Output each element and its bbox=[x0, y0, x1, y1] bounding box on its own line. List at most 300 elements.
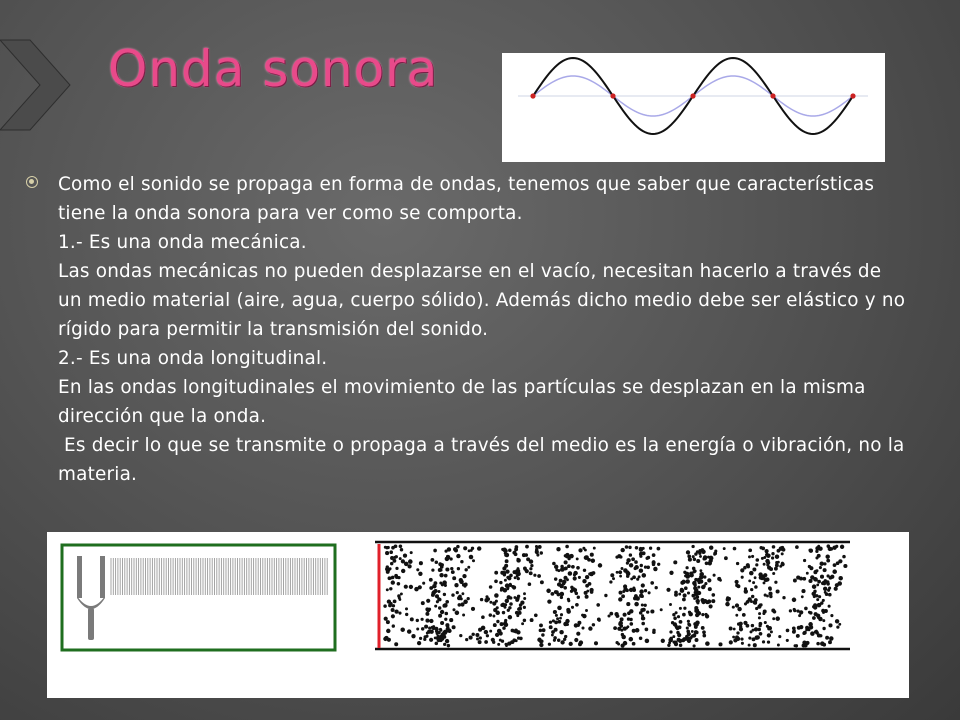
air-particle bbox=[733, 628, 736, 631]
air-particle bbox=[435, 642, 439, 646]
air-particle bbox=[450, 567, 453, 570]
air-particle bbox=[395, 555, 398, 558]
air-particle bbox=[496, 620, 499, 623]
air-particle bbox=[552, 562, 556, 566]
air-particle bbox=[786, 639, 789, 642]
air-particle bbox=[509, 596, 512, 599]
air-particle bbox=[585, 609, 588, 612]
air-particle bbox=[679, 620, 683, 624]
air-particle bbox=[401, 559, 405, 563]
air-particle bbox=[491, 638, 495, 642]
air-particle bbox=[626, 574, 629, 577]
air-particle bbox=[390, 556, 394, 560]
air-particle bbox=[446, 627, 449, 630]
air-particle bbox=[384, 617, 388, 621]
air-particle bbox=[514, 576, 517, 579]
air-particle bbox=[694, 591, 697, 594]
air-particle bbox=[736, 631, 739, 634]
air-particle bbox=[542, 628, 546, 632]
air-particle bbox=[828, 623, 832, 627]
air-particle bbox=[683, 593, 687, 597]
air-particle bbox=[621, 594, 625, 598]
air-particle bbox=[459, 578, 463, 582]
air-particle bbox=[444, 584, 447, 587]
air-particle bbox=[820, 562, 824, 566]
air-particle bbox=[576, 566, 580, 570]
air-particle bbox=[655, 586, 658, 589]
air-particle bbox=[537, 574, 541, 578]
air-particle bbox=[447, 547, 451, 551]
air-particle bbox=[405, 613, 408, 616]
air-particle bbox=[685, 566, 688, 569]
air-particle bbox=[581, 614, 584, 617]
air-particle bbox=[588, 572, 591, 575]
air-particle bbox=[816, 598, 819, 601]
air-particle bbox=[471, 607, 475, 611]
air-particle bbox=[391, 546, 395, 550]
air-particle bbox=[794, 644, 797, 647]
air-particle bbox=[776, 589, 780, 593]
air-particle bbox=[438, 606, 441, 609]
air-particle bbox=[604, 594, 607, 597]
air-particle bbox=[383, 637, 387, 641]
air-particle bbox=[679, 643, 683, 647]
air-particle bbox=[533, 574, 536, 577]
air-particle bbox=[687, 639, 691, 643]
air-particle bbox=[748, 579, 751, 582]
air-particle bbox=[489, 630, 492, 633]
air-particle bbox=[629, 553, 632, 556]
air-particle bbox=[685, 572, 689, 576]
air-particle bbox=[680, 588, 685, 593]
air-particle bbox=[827, 589, 830, 592]
air-particle bbox=[431, 568, 434, 571]
air-particle bbox=[445, 639, 449, 643]
air-particle bbox=[828, 593, 832, 597]
air-particle bbox=[390, 562, 393, 565]
air-particle bbox=[702, 634, 706, 638]
air-particle bbox=[679, 607, 682, 610]
air-particle bbox=[621, 567, 624, 570]
air-particle bbox=[799, 625, 803, 629]
air-particle bbox=[567, 598, 570, 601]
air-particle bbox=[424, 635, 427, 638]
air-particle bbox=[809, 625, 813, 629]
air-particle bbox=[652, 630, 656, 634]
air-particle bbox=[399, 545, 403, 549]
air-particle bbox=[421, 627, 424, 630]
air-particle bbox=[825, 636, 829, 640]
air-particle bbox=[609, 580, 612, 583]
air-particle bbox=[723, 547, 726, 550]
air-particle bbox=[388, 576, 392, 580]
air-particle bbox=[524, 568, 527, 571]
air-particle bbox=[401, 569, 405, 573]
air-particle bbox=[494, 579, 498, 583]
air-particle bbox=[505, 559, 509, 563]
air-particle bbox=[399, 557, 402, 560]
air-particle bbox=[481, 626, 486, 631]
air-particle bbox=[644, 589, 647, 592]
air-particle bbox=[703, 557, 707, 561]
air-particle bbox=[639, 637, 643, 641]
air-particle bbox=[833, 563, 837, 567]
air-particle bbox=[426, 599, 430, 603]
air-particle bbox=[434, 636, 437, 639]
air-particle bbox=[817, 633, 821, 637]
air-particle bbox=[557, 593, 561, 597]
air-particle bbox=[610, 573, 614, 577]
air-particle bbox=[627, 611, 631, 615]
air-particle bbox=[519, 637, 523, 641]
air-particle bbox=[555, 614, 558, 617]
air-particle bbox=[551, 634, 554, 637]
air-particle bbox=[557, 639, 560, 642]
air-particle bbox=[750, 588, 753, 591]
air-particle bbox=[462, 574, 466, 578]
air-particle bbox=[530, 618, 534, 622]
air-particle bbox=[693, 586, 697, 590]
air-particle bbox=[536, 553, 539, 556]
air-particle bbox=[820, 575, 824, 579]
air-particle bbox=[590, 553, 594, 557]
air-particle bbox=[568, 571, 573, 576]
air-particle bbox=[425, 619, 429, 623]
air-particle bbox=[669, 603, 672, 606]
air-particle bbox=[598, 563, 602, 567]
air-particle bbox=[733, 547, 737, 551]
air-particle bbox=[752, 568, 756, 572]
air-particle bbox=[739, 625, 742, 628]
air-particle bbox=[625, 545, 629, 549]
air-particle bbox=[579, 640, 583, 644]
air-particle bbox=[416, 628, 419, 631]
air-particle bbox=[792, 598, 797, 603]
air-particle bbox=[403, 553, 407, 557]
air-particle bbox=[840, 545, 844, 549]
air-particle bbox=[427, 630, 431, 634]
air-particle bbox=[617, 627, 621, 631]
air-particle bbox=[757, 628, 761, 632]
air-particle bbox=[548, 643, 551, 646]
air-particle bbox=[441, 632, 446, 637]
air-particle bbox=[465, 568, 468, 571]
circle-bullet-icon bbox=[26, 176, 38, 188]
air-particle bbox=[835, 619, 839, 623]
air-particle bbox=[523, 606, 526, 609]
air-particle bbox=[456, 554, 460, 558]
air-particle bbox=[499, 581, 502, 584]
air-particle bbox=[590, 590, 594, 594]
air-particle bbox=[577, 624, 580, 627]
air-particle bbox=[492, 615, 495, 618]
air-particle bbox=[821, 581, 825, 585]
air-particle bbox=[539, 623, 543, 627]
air-particle bbox=[727, 597, 731, 601]
air-particle bbox=[635, 628, 640, 633]
air-particle bbox=[829, 636, 834, 641]
air-particle bbox=[560, 596, 563, 599]
air-particle bbox=[435, 594, 439, 598]
air-particle bbox=[636, 578, 639, 581]
air-particle bbox=[719, 579, 722, 582]
slide-body bbox=[58, 170, 911, 489]
air-particle bbox=[501, 640, 504, 643]
air-particle bbox=[825, 554, 829, 558]
air-particle bbox=[648, 591, 651, 594]
air-particle bbox=[518, 607, 522, 611]
air-particle bbox=[677, 638, 681, 642]
air-particle bbox=[465, 638, 468, 641]
air-particle bbox=[553, 639, 556, 642]
air-particle bbox=[773, 610, 777, 614]
air-particle bbox=[644, 604, 647, 607]
air-particle bbox=[696, 611, 700, 615]
air-particle bbox=[681, 580, 685, 584]
air-particle bbox=[631, 557, 635, 561]
air-particle bbox=[612, 577, 615, 580]
air-particle bbox=[502, 626, 506, 630]
air-particle bbox=[539, 629, 543, 633]
air-particle bbox=[657, 547, 661, 551]
slide-title: Onda sonora bbox=[108, 40, 439, 98]
air-particle bbox=[696, 550, 699, 553]
air-particle bbox=[424, 625, 428, 629]
air-particle bbox=[398, 596, 401, 599]
air-particle bbox=[435, 560, 439, 564]
air-particle bbox=[553, 610, 557, 614]
air-particle bbox=[769, 595, 772, 598]
air-particle bbox=[570, 586, 573, 589]
air-particle bbox=[765, 549, 769, 553]
air-particle bbox=[823, 587, 827, 591]
air-particle bbox=[516, 558, 521, 563]
air-particle bbox=[388, 603, 392, 607]
air-particle bbox=[556, 547, 560, 551]
air-particle bbox=[755, 635, 760, 640]
air-particle bbox=[822, 599, 825, 602]
wave-node bbox=[850, 93, 855, 98]
air-particle bbox=[445, 567, 449, 571]
air-particle bbox=[672, 613, 675, 616]
air-particle bbox=[619, 555, 622, 558]
air-particle bbox=[818, 595, 821, 598]
air-particle bbox=[472, 633, 475, 636]
air-particle bbox=[435, 630, 438, 633]
air-particle bbox=[691, 545, 694, 548]
air-particle bbox=[768, 626, 772, 630]
air-particle bbox=[541, 633, 544, 636]
air-particle bbox=[677, 615, 680, 618]
air-particle bbox=[440, 636, 445, 641]
air-particle bbox=[489, 613, 492, 616]
air-particle bbox=[444, 574, 448, 578]
air-particle bbox=[438, 614, 442, 618]
air-particle bbox=[583, 569, 586, 572]
air-particle bbox=[416, 568, 419, 571]
air-particle bbox=[843, 564, 847, 568]
air-particle bbox=[822, 643, 826, 647]
air-particle bbox=[389, 587, 392, 590]
air-particle bbox=[593, 547, 596, 550]
air-particle bbox=[674, 641, 678, 645]
air-particle bbox=[523, 592, 526, 595]
air-particle bbox=[425, 612, 429, 616]
air-particle bbox=[567, 557, 570, 560]
air-particle bbox=[822, 627, 825, 630]
air-particle bbox=[559, 579, 563, 583]
air-particle bbox=[571, 606, 574, 609]
air-particle bbox=[703, 599, 707, 603]
air-particle bbox=[576, 632, 580, 636]
air-particle bbox=[632, 642, 636, 646]
air-particle bbox=[517, 577, 520, 580]
air-particle bbox=[732, 636, 735, 639]
air-particle bbox=[523, 597, 526, 600]
air-particle bbox=[521, 622, 524, 625]
air-particle bbox=[823, 568, 827, 572]
air-particle bbox=[438, 568, 442, 572]
air-particle bbox=[642, 547, 645, 550]
air-particle bbox=[394, 642, 398, 646]
air-particle bbox=[394, 609, 398, 613]
air-particle bbox=[616, 571, 619, 574]
air-particle bbox=[778, 635, 781, 638]
air-particle bbox=[696, 601, 699, 604]
air-particle bbox=[699, 555, 702, 558]
air-particle bbox=[529, 571, 533, 575]
air-particle bbox=[819, 566, 822, 569]
air-particle bbox=[758, 612, 761, 615]
air-particle bbox=[704, 582, 707, 585]
air-particle bbox=[749, 571, 754, 576]
air-particle bbox=[538, 545, 542, 549]
air-particle bbox=[481, 615, 485, 619]
air-particle bbox=[438, 562, 442, 566]
air-particle bbox=[748, 637, 751, 640]
air-particle bbox=[467, 597, 470, 600]
air-particle bbox=[629, 563, 633, 567]
air-particle bbox=[735, 635, 739, 639]
air-particle bbox=[391, 576, 395, 580]
air-particle bbox=[443, 643, 446, 646]
air-particle bbox=[822, 619, 825, 622]
air-particle bbox=[422, 582, 425, 585]
air-particle bbox=[838, 623, 841, 626]
air-particle bbox=[829, 576, 833, 580]
air-particle bbox=[752, 629, 755, 632]
air-particle bbox=[395, 567, 398, 570]
wave-node bbox=[530, 93, 535, 98]
air-particle bbox=[713, 552, 717, 556]
air-particle bbox=[701, 585, 705, 589]
air-particle bbox=[508, 615, 512, 619]
air-particle bbox=[400, 548, 403, 551]
air-particle bbox=[709, 604, 713, 608]
air-particle bbox=[539, 643, 543, 647]
air-particle bbox=[808, 579, 812, 583]
air-particle bbox=[452, 576, 456, 580]
air-particle bbox=[687, 554, 691, 558]
air-particle bbox=[713, 574, 716, 577]
air-particle bbox=[764, 578, 768, 582]
air-particle bbox=[703, 575, 706, 578]
air-particle bbox=[775, 616, 780, 621]
air-particle bbox=[534, 613, 538, 617]
air-particle bbox=[484, 630, 488, 634]
air-particle bbox=[628, 546, 631, 549]
air-particle bbox=[484, 640, 488, 644]
air-particle bbox=[497, 629, 502, 634]
air-particle bbox=[398, 612, 401, 615]
air-particle bbox=[646, 610, 649, 613]
air-particle bbox=[709, 545, 713, 549]
body-paragraph: Es decir lo que se transmite o propaga a través del medio es la energía o vibración, no la materia. bbox=[58, 435, 911, 485]
air-particle bbox=[570, 590, 573, 593]
air-particle bbox=[512, 585, 516, 589]
air-particle bbox=[438, 590, 441, 593]
air-particle bbox=[428, 608, 431, 611]
air-particle bbox=[529, 559, 533, 563]
air-particle bbox=[683, 607, 686, 610]
air-particle bbox=[816, 642, 820, 646]
air-particle bbox=[516, 614, 519, 617]
air-particle bbox=[494, 593, 499, 598]
air-particle bbox=[672, 635, 675, 638]
air-particle bbox=[540, 551, 543, 554]
air-particle bbox=[693, 597, 696, 600]
air-particle bbox=[383, 604, 386, 607]
air-particle bbox=[615, 641, 618, 644]
air-particle bbox=[744, 587, 747, 590]
longitudinal-wave-figure bbox=[47, 532, 909, 698]
air-particle bbox=[669, 571, 673, 575]
air-particle bbox=[506, 576, 509, 579]
air-particle bbox=[685, 579, 690, 584]
air-particle bbox=[767, 640, 770, 643]
air-particle bbox=[666, 588, 670, 592]
air-particle bbox=[699, 569, 702, 572]
air-particle bbox=[701, 626, 705, 630]
air-particle bbox=[644, 565, 647, 568]
air-particle bbox=[586, 590, 589, 593]
air-particle bbox=[667, 644, 670, 647]
air-particle bbox=[748, 555, 751, 558]
air-particle bbox=[832, 569, 837, 574]
air-particle bbox=[480, 598, 483, 601]
air-particle bbox=[493, 623, 497, 627]
air-particle bbox=[741, 642, 744, 645]
air-particle bbox=[811, 592, 815, 596]
air-particle bbox=[712, 593, 716, 597]
air-particle bbox=[649, 547, 652, 550]
air-particle bbox=[639, 568, 643, 572]
air-particle bbox=[686, 550, 690, 554]
air-particle bbox=[674, 593, 678, 597]
air-particle bbox=[504, 564, 508, 568]
air-particle bbox=[838, 559, 842, 563]
air-particle bbox=[464, 583, 468, 587]
air-particle bbox=[808, 611, 811, 614]
air-particle bbox=[594, 641, 598, 645]
air-particle bbox=[652, 553, 656, 557]
air-particle bbox=[497, 643, 500, 646]
air-particle bbox=[736, 562, 739, 565]
air-particle bbox=[751, 595, 754, 598]
air-particle bbox=[789, 609, 792, 612]
air-particle bbox=[632, 575, 636, 579]
air-particle bbox=[504, 643, 507, 646]
